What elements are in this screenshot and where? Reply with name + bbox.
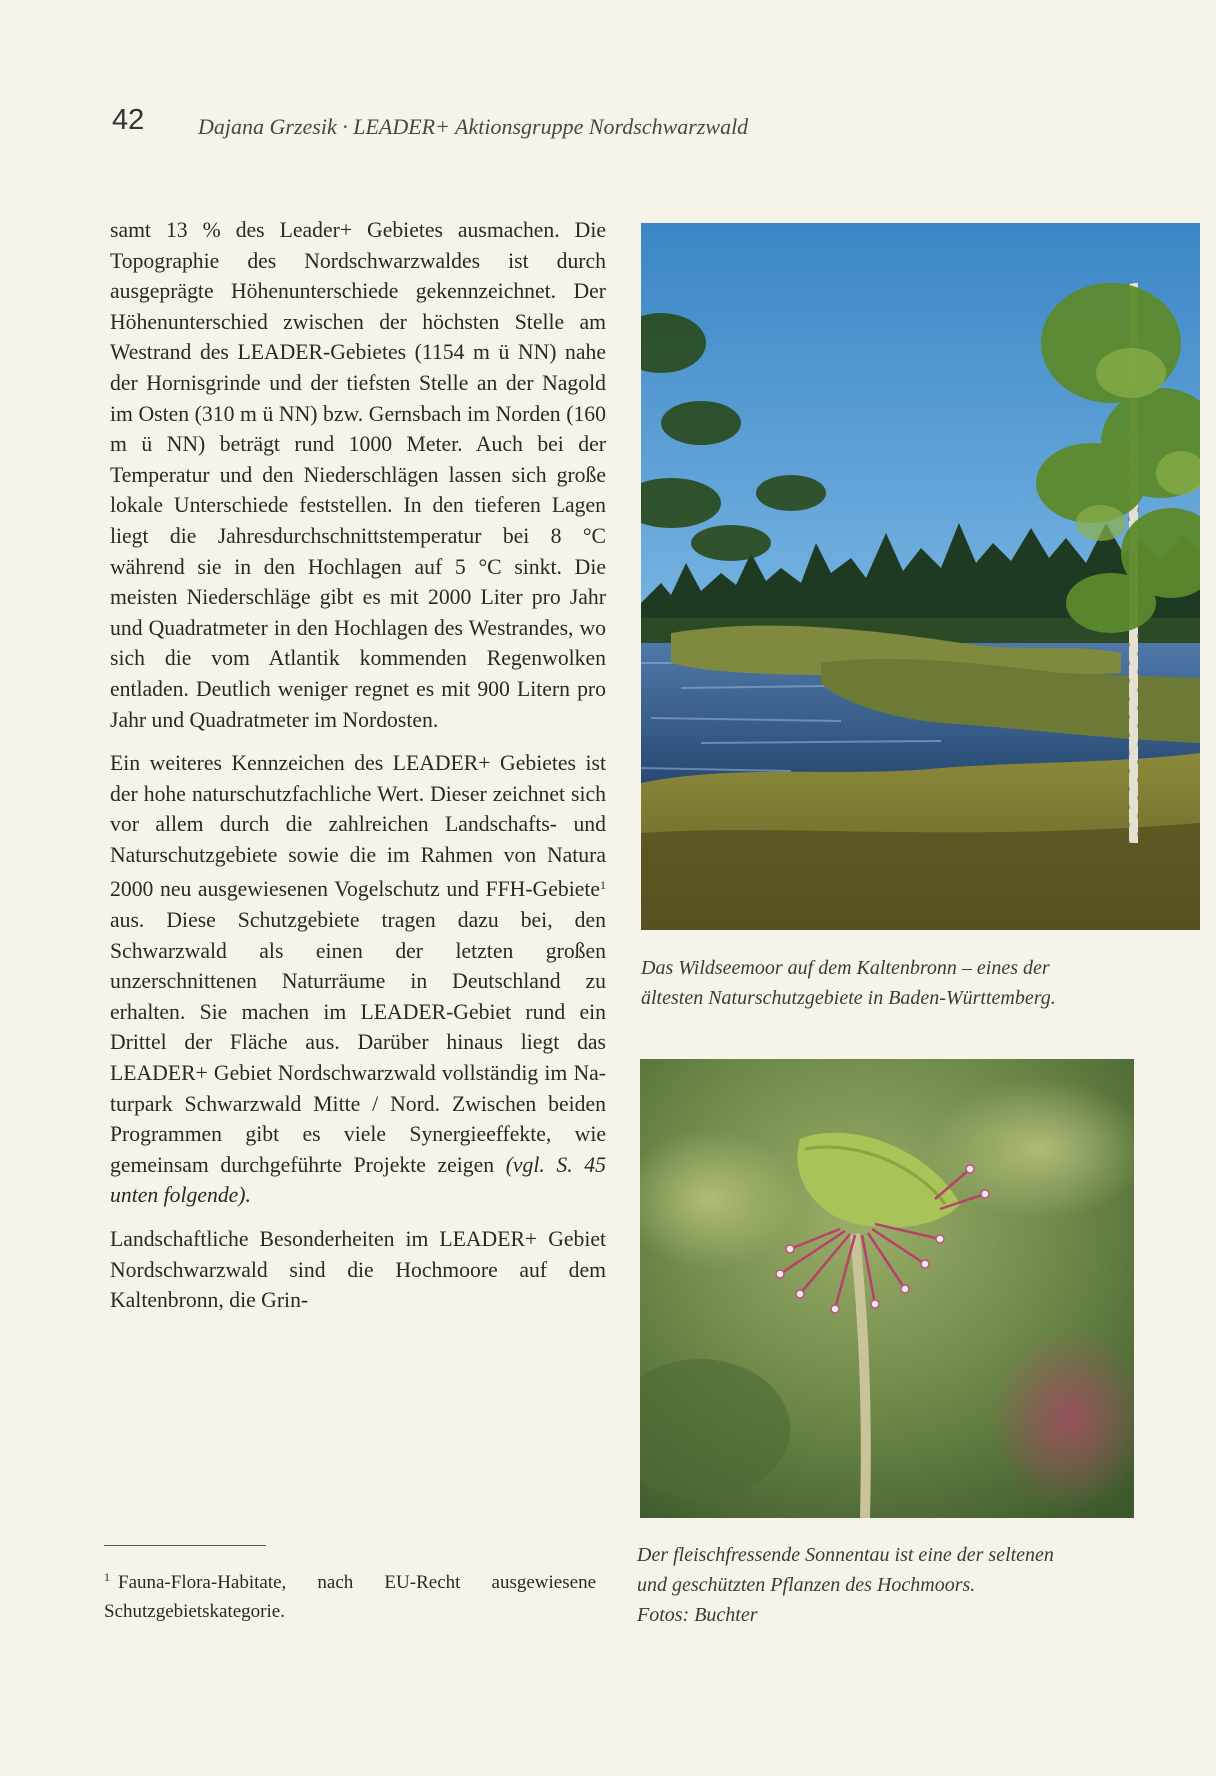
cross-reference: (vgl. S. 45 unten folgende). — [110, 1152, 606, 1208]
running-head: Dajana Grzesik · LEADER+ Aktionsgruppe Nordschwarzwald — [198, 114, 749, 139]
paragraph-3: Landschaftliche Besonderheiten im LEADER+ Gebiet Nordschwarzwald sind die Hochmoore auf dem Kaltenbronn, die Grin- — [110, 1227, 606, 1313]
moor-landscape-photo — [641, 223, 1200, 930]
footnote-divider — [104, 1545, 266, 1546]
caption-1-line-2: ältesten Naturschutzgebiete in Baden-Württemberg. — [641, 987, 1056, 1009]
paragraph-2 — [110, 748, 606, 1211]
footnote-reference: 1 — [600, 878, 606, 893]
footnote-text: Fauna-Flora-Habitate, nach EU-Recht ausgewiesene Schutzgebietskategorie. — [104, 1572, 596, 1622]
sundew-photo — [640, 1059, 1134, 1518]
photo-credit: Fotos: Buchter — [637, 1604, 758, 1626]
text-column — [110, 215, 606, 1316]
paragraph-2-text-b: aus. Diese Schutzgebiete tragen dazu bei, den Schwarzwald als einen der letzten großen unzerschnittenen Naturräume in Deutschland zu erhalten. Sie machen im LEADER-Gebiet rund ein Drittel der Fläche aus. Darüber hinaus liegt das LEADER+ Gebiet Nordschwarzwald vollständig im Naturpark Schwarzwald Mitte / Nord. Zwischen beiden Programmen gibt es viele Synergieeffekte, wie gemeinsam durchgeführte Projekte zeigen — [110, 908, 606, 1177]
footnote — [104, 1563, 596, 1626]
caption-1-line-1: Das Wildseemoor auf dem Kaltenbronn – eines der — [641, 957, 1050, 979]
page-number: 42 — [112, 104, 145, 136]
moor-photo-caption — [641, 953, 1181, 1013]
sundew-photo-caption — [637, 1540, 1157, 1630]
paragraph-1: samt 13 % des Leader+ Gebietes ausmachen. Die Topographie des Nordschwarzwaldes ist durch ausgeprägte Höhenunterschiede gekennzeichnet. Der Höhenunterschied zwischen der höchsten Stelle am Westrand des LEADER-Gebietes (1154 m ü NN) nahe der Hornisgrinde und der tiefsten Stelle an der Nagold im Osten (310 m ü NN) bzw. Gernsbach im Norden (160 m ü NN) beträgt rund 1000 Meter. Auch bei der Temperatur und den Niederschlägen lassen sich große lokale Unterschiede feststellen. In den tieferen Lagen liegt die Jahresdurchschnittstemperatur bei 8 °C während sie in den Hochlagen auf 5 °C sinkt. Die meisten Niederschläge gibt es mit 2000 Liter pro Jahr und Quadratmeter in den Hochlagen des Westrandes, wo sich die vom Atlantik kommenden Regenwolken entladen. Deutlich weniger regnet es mit 900 Litern pro Jahr und Quadratmeter im Nordosten. — [110, 218, 606, 732]
footnote-number: 1 — [104, 1570, 110, 1584]
caption-2-line-2: und geschützten Pflanzen des Hochmoors. — [637, 1574, 976, 1596]
paragraph-2-text-a: Ein weiteres Kennzeichen des LEADER+ Gebietes ist der hohe naturschutzfachliche Wert. Dieser zeichnet sich vor allem durch die zahlreichen Landschafts- und Naturschutzgebiete sowie die im Rahmen von Natura 2000 neu ausgewiesenen Vogelschutz und FFH-Gebiete — [110, 751, 606, 902]
caption-2-line-1: Der fleischfressende Sonnentau ist eine der seltenen — [637, 1544, 1054, 1566]
